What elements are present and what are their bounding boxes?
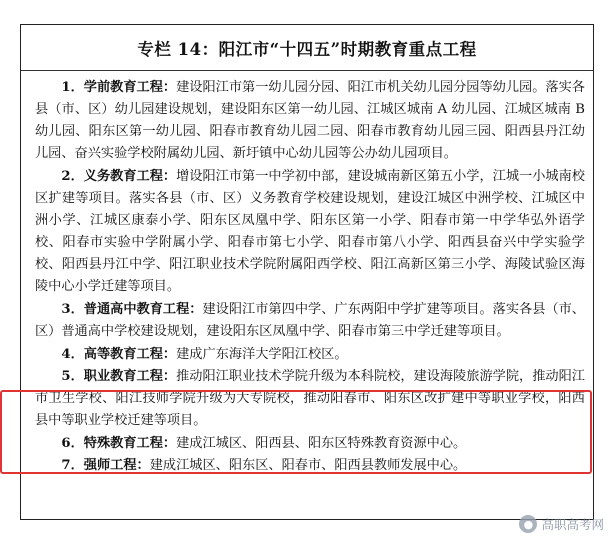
item-high-school — [35, 299, 585, 343]
box-body — [21, 71, 593, 477]
watermark-text: 高职高考网 — [541, 517, 604, 532]
item-label: 1．学前教育工程： — [61, 80, 177, 95]
item-higher-education — [35, 344, 585, 366]
item-text: 建成江城区、阳西县、阳东区特殊教育资源中心。 — [176, 436, 467, 451]
item-label: 5．职业教育工程： — [61, 369, 177, 384]
item-label: 4．高等教育工程： — [61, 347, 177, 362]
item-text: 建成江城区、阳东区、阳春市、阳西县教师发展中心。 — [149, 458, 467, 473]
item-label: 3．普通高中教育工程： — [61, 302, 203, 317]
box-title: 专栏 14：阳江市“十四五”时期教育重点工程 — [21, 25, 593, 71]
wechat-icon: ● — [519, 515, 537, 533]
item-label: 6．特殊教育工程： — [61, 436, 177, 451]
item-vocational — [35, 366, 585, 432]
item-text: 建设阳江市第一幼儿园分园、阳江市机关幼儿园分园等幼儿园。落实各县（市、区）幼儿园建设规划，建设阳东区第一幼儿园、江城区城南 A 幼儿园、江城区城南 B 幼儿园、阳东区第一幼儿园、阳春市教育幼儿园二园、阳春市教育幼儿园三园、阳西县丹江幼儿园、奋兴实验学校附属幼儿园、新圩镇中心幼儿园等公办幼儿园项目。 — [35, 80, 585, 161]
watermark — [519, 515, 604, 533]
item-text: 增设阳江市第一中学初中部，建设城南新区第五小学，江城一小城南校区扩建等项目。落实各县（市、区）义务教育学校建设规划，建设江城区中洲学校、江城区中洲小学、江城区康泰小学、阳东区凤凰中学、阳东区第一小学、阳春市第一中学华弘外语学校、阳春市实验中学附属小学、阳春市第七小学、阳春市第八小学、阳西县奋兴中学实验学校、阳西县丹江中学、阳江职业技术学院附属阳西学校、阳江高新区第三小学、海陵试验区海陵中心小学迁建等项目。 — [35, 169, 585, 294]
item-label: 7．强师工程： — [61, 458, 150, 473]
item-compulsory — [35, 166, 585, 298]
item-teachers — [35, 455, 585, 477]
item-special-education — [35, 433, 585, 455]
item-text: 建成广东海洋大学阳江校区。 — [176, 347, 348, 362]
item-label: 2．义务教育工程： — [61, 169, 177, 184]
item-text: 建设阳江市第四中学、广东两阳中学扩建等项目。落实各县（市、区）普通高中学校建设规划，建设阳东区凤凰中学、阳春市第三中学迁建等项目。 — [35, 302, 585, 339]
item-preschool — [35, 77, 585, 165]
feature-box — [20, 24, 594, 520]
item-text: 推动阳江职业技术学院升级为本科院校，建设海陵旅游学院，推动阳江市卫生学校、阳江技师学院升级为大专院校，推动阳春市、阳东区改扩建中等职业学校，阳西县中等职业学校迁建等项目。 — [35, 369, 585, 428]
